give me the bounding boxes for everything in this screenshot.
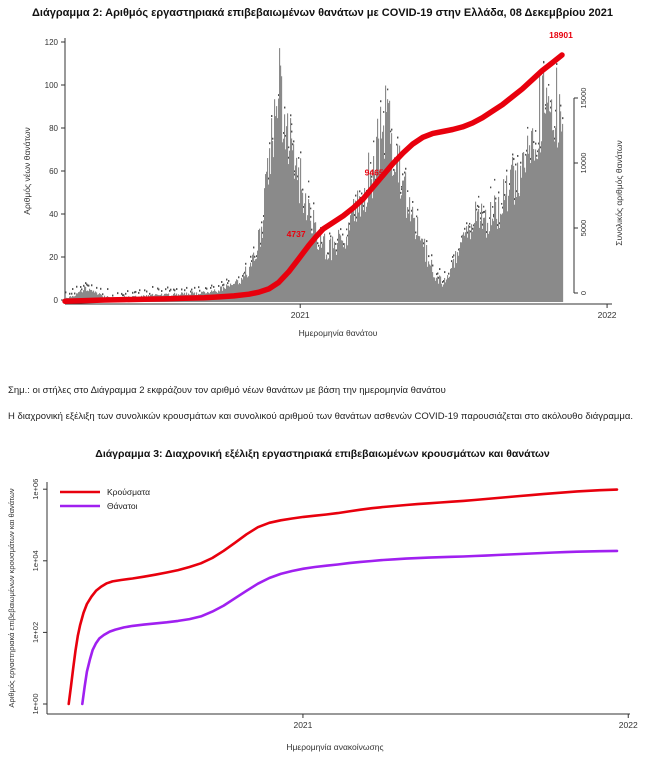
x-axis — [47, 714, 638, 752]
x-tick-label: 2021 — [290, 310, 310, 320]
left-tick-label: 0 — [53, 296, 58, 305]
y-axis — [7, 479, 47, 715]
body-paragraph: Η διαχρονική εξέλιξη των συνολικών κρουσμάτων και συνολικού αριθμού των θανάτων ασθενών COVID-19 παρουσιάζεται στο ακόλουθο διάγραμμα. — [8, 410, 634, 422]
chart3-title: Διάγραμμα 3: Διαχρονική εξέλιξη εργαστηριακά επιβεβαιωμένων κρουσμάτων και θανάτων — [95, 448, 550, 460]
x-tick-label: 2022 — [597, 310, 617, 320]
legend-label: Θάνατοι — [107, 501, 138, 511]
series-line-0 — [69, 490, 617, 704]
right-axis-title: Συνολικός αριθμός θανάτων — [614, 140, 624, 246]
y-tick-label: 1e+00 — [31, 693, 40, 715]
right-tick-label: 0 — [579, 290, 588, 296]
left-axis — [22, 38, 65, 305]
x-axis-title: Ημερομηνία θανάτου — [298, 328, 378, 338]
cumulative-annotation: 9465 — [364, 167, 384, 178]
x-axis-title: Ημερομηνία ανακοίνωσης — [286, 742, 384, 752]
left-tick-label: 120 — [44, 38, 58, 47]
y-tick-label: 1e+04 — [31, 550, 40, 572]
right-axis — [574, 88, 624, 296]
x-axis — [65, 304, 617, 338]
left-tick-label: 80 — [49, 124, 58, 133]
left-tick-label: 40 — [49, 210, 58, 219]
right-tick-label: 10000 — [579, 152, 588, 174]
right-tick-label: 15000 — [579, 87, 588, 109]
cumulative-annotation: 4737 — [286, 229, 306, 240]
chart2-title: Διάγραμμα 2: Αριθμός εργαστηριακά επιβεβαιωμένων θανάτων με COVID-19 στην Ελλάδα, 08 Δεκεμβρίου 2021 — [32, 7, 613, 19]
y-tick-label: 1e+06 — [31, 478, 40, 500]
chart2-canvas — [0, 28, 645, 360]
right-tick-label: 5000 — [579, 219, 588, 237]
left-tick-label: 100 — [44, 81, 58, 90]
chart2-note: Σημ.: οι στήλες στο Διάγραμμα 2 εκφράζουν τον αριθμό νέων θανάτων με βάση την ημερομηνία θανάτου — [8, 384, 446, 396]
y-tick-label: 1e+02 — [31, 621, 40, 643]
left-tick-label: 20 — [49, 253, 58, 262]
left-axis-title: Αριθμός νέων θανάτων — [22, 127, 32, 215]
x-tick-label: 2022 — [618, 720, 638, 730]
cumulative-annotation: 18901 — [549, 30, 573, 40]
y-axis-title: Αριθμός εργαστηριακά επιβεβαιωμένων κρουσμάτων και θανάτων — [7, 488, 16, 708]
daily-deaths-bars — [65, 48, 563, 302]
legend — [60, 487, 150, 511]
left-tick-label: 60 — [49, 167, 58, 176]
x-tick-label: 2021 — [293, 720, 313, 730]
legend-label: Κρούσματα — [107, 487, 151, 497]
chart3-canvas — [0, 462, 645, 762]
